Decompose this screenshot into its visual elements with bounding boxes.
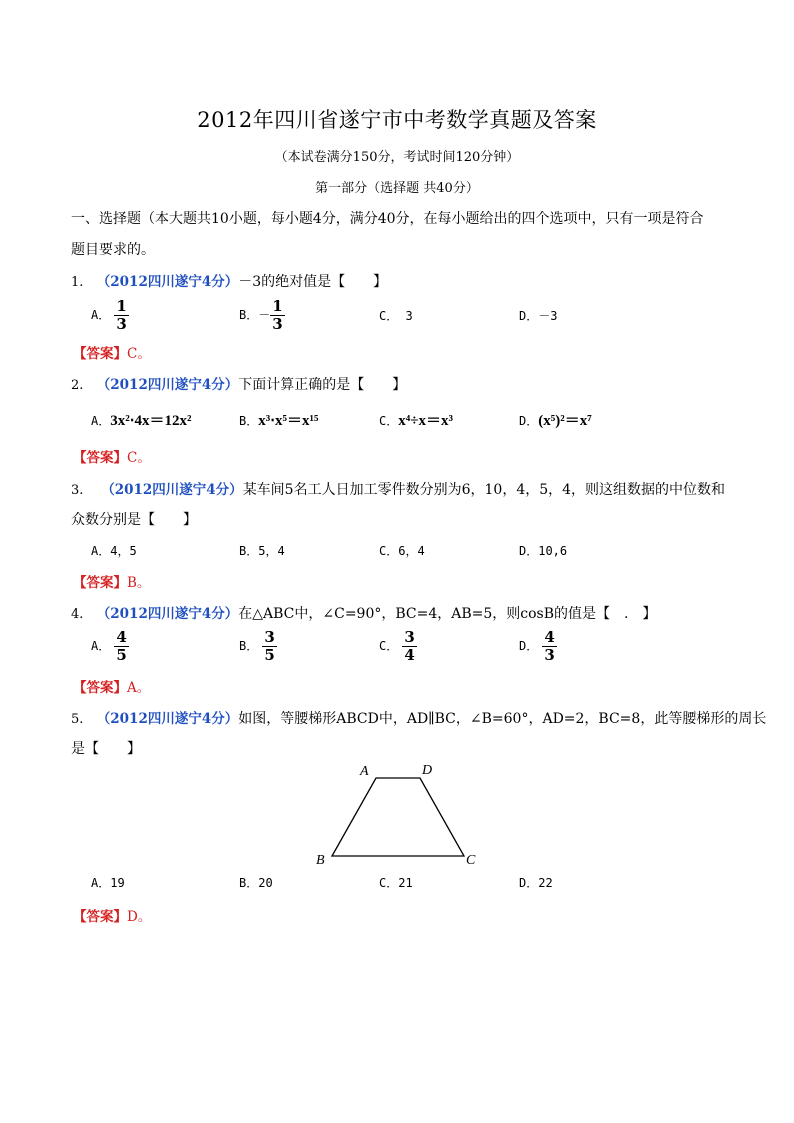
fraction: $\frac{1}{3}$ bbox=[272, 297, 283, 333]
fraction: $\frac{3}{5}$ bbox=[264, 628, 275, 664]
exam-info: （本试卷满分150分，考试时间120分钟） bbox=[274, 150, 520, 165]
question-number: 1. bbox=[71, 275, 84, 290]
question-3-cont: 众数分别是【 】 bbox=[71, 512, 197, 528]
question-2 bbox=[71, 373, 406, 394]
question-number: 5. bbox=[71, 712, 84, 727]
fraction: $\frac{4}{5}$ bbox=[116, 628, 127, 664]
question-text: －3的绝对值是【 】 bbox=[238, 274, 388, 290]
option-c: C． $\frac{3}{4}$ bbox=[379, 628, 415, 664]
vertex-label-b: B bbox=[316, 853, 325, 868]
answer-4: 【答案】A。 bbox=[73, 680, 151, 696]
answer-5: 【答案】D。 bbox=[73, 909, 152, 925]
question-source: （2012四川遂宁4分） bbox=[96, 274, 239, 290]
question-text: 在△ABC中，∠C=90°，BC=4，AB=5，则cosB的值是【 . 】 bbox=[238, 606, 657, 622]
question-source: （2012四川遂宁4分） bbox=[96, 711, 239, 727]
vertex-label-c: C bbox=[466, 853, 476, 868]
option-c: C．x⁴÷x＝x³ bbox=[379, 413, 453, 429]
vertex-label-d: D bbox=[422, 763, 433, 778]
question-5 bbox=[71, 707, 766, 728]
part-heading: 第一部分（选择题 共40分） bbox=[315, 181, 479, 196]
question-number: 3. bbox=[71, 483, 84, 498]
vertex-label-a: A bbox=[360, 764, 369, 779]
page-title: 2012年四川省遂宁市中考数学真题及答案 bbox=[197, 108, 597, 132]
fraction: $\frac{3}{4}$ bbox=[404, 628, 415, 664]
trapezoid-figure bbox=[310, 758, 490, 870]
option-b: B．－ $\frac{1}{3}$ bbox=[239, 297, 283, 333]
option-b: B．x³⋅x⁵＝x¹⁵ bbox=[239, 413, 319, 429]
option-d: D．10,6 bbox=[519, 544, 568, 558]
question-1 bbox=[71, 270, 387, 291]
question-4 bbox=[71, 602, 656, 623]
question-number: 4. bbox=[71, 607, 84, 622]
answer-1: 【答案】C。 bbox=[73, 346, 151, 362]
question-source: （2012四川遂宁4分） bbox=[96, 606, 239, 622]
section-instructions-line2: 题目要求的。 bbox=[71, 242, 155, 258]
question-number: 2. bbox=[71, 378, 84, 393]
answer-3: 【答案】B。 bbox=[73, 575, 151, 591]
option-c: C．21 bbox=[379, 876, 413, 890]
option-b: B．5，4 bbox=[239, 544, 285, 558]
option-d: D．22 bbox=[519, 876, 553, 890]
fraction: $\frac{4}{3}$ bbox=[544, 628, 555, 664]
question-5-cont: 是【 】 bbox=[71, 741, 141, 757]
option-a: A． $\frac{1}{3}$ bbox=[91, 297, 127, 333]
question-text: 下面计算正确的是【 】 bbox=[238, 377, 407, 393]
option-a: A．4，5 bbox=[91, 544, 137, 558]
question-source: （2012四川遂宁4分） bbox=[101, 482, 243, 498]
question-text: 如图，等腰梯形ABCD中，AD∥BC，∠B=60°，AD=2，BC=8，此等腰梯形的周长 bbox=[238, 711, 767, 727]
option-a: A．3x²⋅4x＝12x² bbox=[91, 413, 192, 429]
option-a: A．19 bbox=[91, 876, 125, 890]
option-b: B．20 bbox=[239, 876, 273, 890]
answer-2: 【答案】C。 bbox=[73, 450, 151, 466]
question-3 bbox=[71, 478, 725, 499]
option-d: D．－3 bbox=[519, 309, 558, 323]
question-source: （2012四川遂宁4分） bbox=[96, 377, 239, 393]
option-b: B． $\frac{3}{5}$ bbox=[239, 628, 275, 664]
question-text: 某车间5名工人日加工零件数分别为6，10，4，5，4，则这组数据的中位数和 bbox=[242, 482, 726, 498]
option-c: C．6，4 bbox=[379, 544, 425, 558]
option-c: C． 3 bbox=[379, 309, 413, 323]
section-instructions-line1: 一、选择题（本大题共10小题，每小题4分，满分40分，在每小题给出的四个选项中，只有一项是符合 bbox=[71, 211, 704, 227]
option-d: D． $\frac{4}{3}$ bbox=[519, 628, 555, 664]
option-a: A． $\frac{4}{5}$ bbox=[91, 628, 127, 664]
option-d: D．(x⁵)²＝x⁷ bbox=[519, 413, 592, 429]
fraction: $\frac{1}{3}$ bbox=[116, 297, 127, 333]
trapezoid-shape bbox=[332, 778, 464, 856]
